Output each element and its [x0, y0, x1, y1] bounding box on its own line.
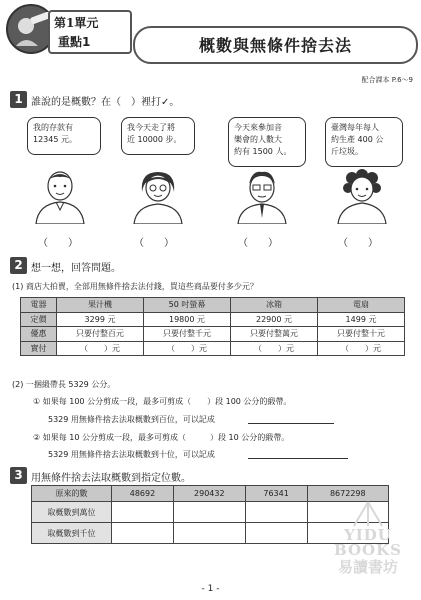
answer-cell[interactable]: [112, 502, 174, 523]
textbook-reference: 配合課本 P.6～9: [361, 76, 413, 84]
table-header-cell: 電器: [21, 298, 57, 313]
answer-cell[interactable]: [173, 523, 245, 544]
section-number-2: 2: [10, 257, 27, 274]
page-title: 概數與無條件捨去法: [198, 36, 352, 55]
table-cell: 只要付整千元: [144, 327, 231, 342]
answer-blank-2b[interactable]: [248, 458, 348, 459]
answer-blank-2a[interactable]: [248, 423, 334, 424]
table-cell: 只要付整十元: [318, 327, 405, 342]
watermark-name-cn: 易讀書坊: [337, 558, 398, 576]
section1-instruction: 誰說的是概數？在（ ）裡打✓。: [31, 97, 180, 108]
answer-cell[interactable]: [245, 502, 307, 523]
point-label: 重點1: [58, 35, 91, 49]
table-cell: 19800 元: [144, 312, 231, 327]
answer-paren-3[interactable]: （ ）: [238, 238, 278, 249]
answer-cell[interactable]: （ ）元: [231, 341, 318, 356]
answer-cell[interactable]: （ ）元: [57, 341, 144, 356]
watermark: [323, 500, 413, 576]
table-header-cell: 76341: [245, 486, 307, 502]
watermark-name-line2: BOOKS: [334, 541, 402, 559]
section-number-3: 3: [10, 467, 27, 484]
table-header-cell: 50 吋螢幕: [144, 298, 231, 313]
question-2a-line2: 5329 用無條件捨去法取概數到百位，可以記成: [48, 415, 215, 424]
row-label: 取概數到萬位: [32, 502, 112, 523]
question-2b-line1: ② 如果每 10 公分剪成一段，最多可剪成（ ）段 10 公分的緞帶。: [33, 433, 290, 442]
row-label: 定價: [21, 312, 57, 327]
question-2a-line1: ① 如果每 100 公分剪成一段，最多可剪成（ ）段 100 公分的緞帶。: [33, 397, 292, 406]
table-cell: 1499 元: [318, 312, 405, 327]
appliance-price-table: [20, 297, 405, 356]
telescope-boy-icon: [12, 12, 52, 48]
answer-cell[interactable]: [173, 502, 245, 523]
person-glasses-man-illustration: [232, 168, 292, 224]
table-cell: 只要付整萬元: [231, 327, 318, 342]
person-woman-illustration: [128, 168, 188, 224]
question-2-text: (2) 一捆緞帶長 5329 公分。: [12, 380, 116, 389]
table-header-cell: 48692: [112, 486, 174, 502]
answer-cell[interactable]: [245, 523, 307, 544]
question-2b-line2: 5329 用無條件捨去法取概數到十位，可以記成: [48, 450, 215, 459]
section2-instruction: 想一想，回答問題。: [31, 263, 121, 274]
answer-cell[interactable]: [112, 523, 174, 544]
answer-paren-4[interactable]: （ ）: [338, 238, 378, 249]
page-number: - 1 -: [201, 584, 220, 594]
unit-label: 第1單元: [54, 16, 99, 30]
table-row: [21, 327, 405, 342]
table-header-cell: 原來的數: [32, 486, 112, 502]
answer-cell[interactable]: （ ）元: [318, 341, 405, 356]
speech-bubble-2: 我今天走了將 近 10000 步。: [121, 117, 195, 155]
row-label: 優惠: [21, 327, 57, 342]
table-row: [21, 312, 405, 327]
answer-paren-1[interactable]: （ ）: [38, 238, 78, 249]
table-cell: 只要付整百元: [57, 327, 144, 342]
table-cell: 3299 元: [57, 312, 144, 327]
speech-bubble-4: 臺灣每年每人 約生產 400 公 斤垃圾。: [325, 117, 403, 167]
person-curly-woman-illustration: [332, 168, 392, 224]
table-header-cell: 290432: [173, 486, 245, 502]
question-1-text: (1) 商店大拍賣，全部用無條件捨去法付錢，買這些商品要付多少元？: [12, 282, 258, 291]
table-row: [21, 341, 405, 356]
answer-cell[interactable]: （ ）元: [144, 341, 231, 356]
table-header-row: [21, 298, 405, 313]
table-header-cell: 冰箱: [231, 298, 318, 313]
row-label: 取概數到千位: [32, 523, 112, 544]
table-header-cell: 8672298: [307, 486, 388, 502]
watermark-name-line1: YIDU: [344, 526, 392, 544]
answer-paren-2[interactable]: （ ）: [134, 238, 174, 249]
speech-bubble-3: 今天來參加音 樂會的人數大 約有 1500 人。: [228, 117, 306, 167]
book-logo-icon: [348, 500, 388, 528]
section3-instruction: 用無條件捨去法取概數到指定位數。: [31, 473, 191, 484]
table-header-cell: 果汁機: [57, 298, 144, 313]
row-label: 實付: [21, 341, 57, 356]
table-header-cell: 電扇: [318, 298, 405, 313]
section-number-1: 1: [10, 91, 27, 108]
person-man-illustration: [30, 168, 90, 224]
table-cell: 22900 元: [231, 312, 318, 327]
speech-bubble-1: 我的存款有 12345 元。: [27, 117, 101, 155]
